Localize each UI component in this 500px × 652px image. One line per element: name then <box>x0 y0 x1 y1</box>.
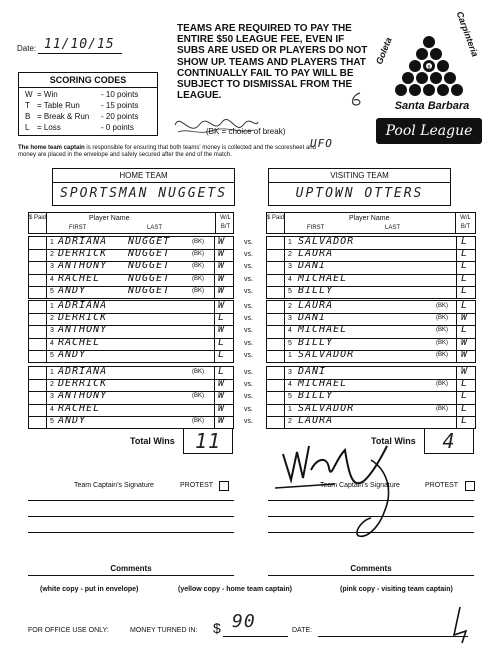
player-number: 4 <box>50 339 54 347</box>
player-first-name: ANTHONY <box>58 260 108 272</box>
break-marker: (BK) <box>436 327 448 334</box>
player-first-name: SALVADOR <box>298 402 355 414</box>
visiting-comments-label: Comments <box>350 564 392 573</box>
player-first-name: ANDY <box>58 414 87 426</box>
player-number: 3 <box>50 263 54 271</box>
wl-divider <box>456 300 457 363</box>
player-first-name: BILLY <box>298 336 334 348</box>
player-number: 1 <box>288 239 292 246</box>
wl-divider <box>456 366 457 429</box>
logo-goleta: Goleta <box>374 36 394 66</box>
bk-note: (BK = choice of break) <box>206 127 286 136</box>
win-loss-result: L <box>461 272 468 284</box>
office-label: FOR OFFICE USE ONLY: <box>28 627 109 634</box>
visiting-comments-line <box>268 575 474 576</box>
player-number: 1 <box>288 351 292 359</box>
visiting-col-first: FIRST <box>307 225 325 231</box>
money-line <box>223 636 288 637</box>
scoring-name: = Break & Run <box>37 112 90 121</box>
player-number: 5 <box>288 339 292 347</box>
player-first-name: MICHAEL <box>298 272 348 284</box>
win-loss-result: L <box>461 260 468 272</box>
scoring-code: T <box>25 101 30 110</box>
vs-label: vs. <box>244 287 253 295</box>
scoring-list <box>19 88 157 134</box>
captain-note-bold: The home team captain <box>18 145 85 151</box>
paid-divider <box>284 236 285 299</box>
home-team-name: SPORTSMAN NUGGETS <box>59 186 228 201</box>
white-copy-label: (white copy - put in envelope) <box>40 586 139 593</box>
home-total-value: 11 <box>194 429 222 453</box>
player-first-name: DERRICK <box>58 312 108 324</box>
player-number: 5 <box>50 351 54 359</box>
win-loss-result: W <box>218 324 225 336</box>
win-loss-result: L <box>461 248 468 260</box>
win-loss-result: W <box>218 284 225 296</box>
visiting-team-label: VISITING TEAM <box>269 169 450 183</box>
player-number: 4 <box>288 381 292 389</box>
vs-label: vs. <box>244 303 253 310</box>
player-first-name: RACHEL <box>58 402 101 414</box>
wl-divider <box>456 236 457 299</box>
win-loss-result: W <box>461 366 468 377</box>
break-marker: (BK) <box>192 251 204 258</box>
money-label: MONEY TURNED IN: <box>130 627 198 634</box>
break-marker: (BK) <box>436 351 448 358</box>
break-marker: (BK) <box>436 339 448 346</box>
win-loss-result: L <box>461 414 468 426</box>
scoring-row <box>25 90 157 101</box>
break-marker: (BK) <box>192 369 204 375</box>
player-first-name: DERRICK <box>58 378 108 390</box>
player-first-name: MICHAEL <box>298 378 348 390</box>
win-loss-result: W <box>218 390 225 402</box>
vs-label: vs. <box>244 417 253 425</box>
break-marker: (BK) <box>192 239 204 245</box>
visiting-team-box <box>268 168 451 206</box>
player-number: 3 <box>288 315 292 323</box>
visiting-protest-checkbox[interactable] <box>465 481 475 491</box>
player-first-name: LAURA <box>298 248 334 260</box>
win-loss-result: W <box>461 336 468 348</box>
vs-label: vs. <box>244 251 253 259</box>
scoring-points: - 20 points <box>101 112 139 121</box>
player-first-name: SALVADOR <box>298 348 355 360</box>
corner-scribble <box>450 605 470 645</box>
player-number: 2 <box>288 417 292 425</box>
paid-divider <box>284 366 285 429</box>
player-first-name: RACHEL <box>58 336 101 348</box>
logo-carpinteria: Carpinteria <box>454 10 481 59</box>
visiting-col-wl: W/L B/T <box>455 213 475 233</box>
vs-label: vs. <box>244 405 253 413</box>
scoring-points: - 10 points <box>101 90 139 99</box>
paid-divider <box>46 300 47 363</box>
player-last-name: NUGGET <box>128 236 171 247</box>
player-number: 1 <box>288 405 292 413</box>
visiting-total-label: Total Wins <box>371 436 416 446</box>
player-number: 5 <box>50 287 54 295</box>
doodle-six <box>348 91 366 107</box>
money-value: 90 <box>232 611 256 632</box>
player-number: 2 <box>50 251 54 259</box>
dollar-sign: $ <box>213 620 221 636</box>
player-number: 2 <box>288 303 292 310</box>
player-number: 3 <box>288 263 292 271</box>
vs-label: vs. <box>244 327 253 335</box>
vs-label: vs. <box>244 263 253 271</box>
break-marker: (BK) <box>192 263 204 270</box>
player-number: 5 <box>288 393 292 401</box>
player-first-name: LAURA <box>298 300 334 311</box>
vs-label: vs. <box>244 381 253 389</box>
visiting-total-value: 4 <box>442 429 456 453</box>
player-number: 4 <box>50 405 54 413</box>
win-loss-result: L <box>218 348 225 360</box>
svg-text:8: 8 <box>427 65 431 71</box>
visiting-signature-lines <box>268 500 474 548</box>
player-last-name: NUGGET <box>128 260 171 272</box>
player-number: 5 <box>288 287 292 295</box>
win-loss-result: W <box>218 272 225 284</box>
player-number: 2 <box>50 315 54 323</box>
logo-santa-barbara: Santa Barbara <box>394 100 470 112</box>
win-loss-result: L <box>461 284 468 296</box>
scoring-row <box>25 112 157 123</box>
player-number: 1 <box>50 369 54 376</box>
player-number: 4 <box>288 275 292 283</box>
yellow-copy-label: (yellow copy - home team captain) <box>178 586 292 593</box>
home-col-paid: $ Paid <box>29 213 47 233</box>
player-first-name: DANI <box>298 260 327 272</box>
player-number: 3 <box>50 327 54 335</box>
scoring-codes-box <box>18 72 158 136</box>
player-number: 1 <box>50 303 54 310</box>
win-loss-result: L <box>461 390 468 402</box>
player-number: 3 <box>50 393 54 401</box>
win-loss-result: L <box>461 378 468 390</box>
break-marker: (BK) <box>436 303 448 309</box>
win-loss-result: W <box>218 414 225 426</box>
player-first-name: SALVADOR <box>298 236 355 247</box>
visiting-col-last: LAST <box>385 225 401 231</box>
vs-label: vs. <box>244 339 253 347</box>
win-loss-result: L <box>461 236 468 247</box>
player-first-name: MICHAEL <box>298 324 348 336</box>
visiting-table-header <box>266 212 476 234</box>
win-loss-result: L <box>218 366 225 377</box>
date-label: Date: <box>17 44 37 53</box>
player-first-name: BILLY <box>298 284 334 296</box>
player-first-name: ANTHONY <box>58 324 108 336</box>
player-last-name: NUGGET <box>128 272 171 284</box>
visiting-sig-label: Team Captain's Signature <box>320 482 400 489</box>
scoring-name: = Table Run <box>37 101 80 110</box>
scoring-code: W <box>25 90 33 99</box>
pink-copy-label: (pink copy - visiting team captain) <box>340 586 453 593</box>
home-col-last: LAST <box>147 225 163 231</box>
win-loss-result: L <box>461 300 468 311</box>
home-signature-lines <box>28 500 234 548</box>
player-last-name: NUGGET <box>128 284 171 296</box>
player-first-name: ADRIANA <box>58 236 108 247</box>
break-marker: (BK) <box>436 381 448 388</box>
win-loss-result: W <box>218 300 225 311</box>
break-marker: (BK) <box>436 405 448 412</box>
scoring-title: SCORING CODES <box>19 73 157 88</box>
win-loss-result: W <box>218 402 225 414</box>
player-first-name: RACHEL <box>58 272 101 284</box>
player-first-name: ANTHONY <box>58 390 108 402</box>
scoring-name: = Win <box>37 90 58 99</box>
scoring-points: - 0 points <box>101 123 134 132</box>
visiting-team-name: UPTOWN OTTERS <box>295 186 424 201</box>
player-number: 3 <box>288 369 292 376</box>
home-total-label: Total Wins <box>130 436 175 446</box>
vs-label: vs. <box>244 393 253 401</box>
home-sig-label: Team Captain's Signature <box>74 482 154 489</box>
visiting-col-player: Player Name <box>349 215 390 222</box>
wl-divider <box>214 366 215 429</box>
logo-pool-league: Pool League <box>376 118 482 144</box>
home-comments-label: Comments <box>110 564 152 573</box>
break-marker: (BK) <box>192 417 204 424</box>
league-logo <box>368 10 490 160</box>
scoring-row <box>25 123 157 134</box>
vs-label: vs. <box>244 369 253 376</box>
break-marker: (BK) <box>192 275 204 282</box>
break-marker: (BK) <box>436 315 448 322</box>
home-col-wl: W/L B/T <box>215 213 235 233</box>
player-number: 2 <box>50 381 54 389</box>
scoring-points: - 15 points <box>101 101 139 110</box>
win-loss-result: W <box>461 312 468 324</box>
wl-divider <box>214 300 215 363</box>
home-col-player: Player Name <box>89 215 130 222</box>
win-loss-result: W <box>218 378 225 390</box>
captain-note <box>18 145 328 159</box>
scoring-name: = Loss <box>37 123 61 132</box>
date-value: 11/10/15 <box>44 37 115 52</box>
player-number: 4 <box>50 275 54 283</box>
captain-note-text: is responsible for ensuring that both teams' money is collected and the scoresheet and money are placed in the envelope and safely secured after the end of the match. <box>18 145 316 158</box>
player-first-name: ADRIANA <box>58 366 108 377</box>
scoring-row <box>25 101 157 112</box>
home-protest-checkbox[interactable] <box>219 481 229 491</box>
paid-divider <box>46 366 47 429</box>
vs-label: vs. <box>244 239 253 246</box>
wl-divider <box>214 236 215 299</box>
player-first-name: ANDY <box>58 284 87 296</box>
player-number: 5 <box>50 417 54 425</box>
win-loss-result: W <box>218 236 225 247</box>
scoring-code: B <box>25 112 31 121</box>
player-first-name: DANI <box>298 366 327 377</box>
ufo-note: UFO <box>310 137 333 150</box>
footer-date-line <box>318 636 468 637</box>
vs-label: vs. <box>244 275 253 283</box>
player-first-name: LAURA <box>298 414 334 426</box>
player-number: 1 <box>50 239 54 246</box>
home-total-box <box>183 428 233 454</box>
visiting-col-paid: $ Paid <box>267 213 285 233</box>
player-number: 2 <box>288 251 292 259</box>
visiting-protest-label: PROTEST <box>425 482 459 489</box>
break-marker: (BK) <box>192 393 204 400</box>
break-marker: (BK) <box>192 287 204 294</box>
fee-notice: TEAMS ARE REQUIRED TO PAY THE ENTIRE $50 LEAGUE FEE, EVEN IF SUBS ARE USED OR PLAYERS DO NOT SHOW UP. TEAMS AND PLAYERS THAT CONTINUALLY FAIL TO PAY WILL BE SUBJECT TO DISMISSAL FROM THE LEAGUE. <box>177 23 368 102</box>
win-loss-result: L <box>461 402 468 414</box>
win-loss-result: L <box>218 336 225 348</box>
home-comments-line <box>28 575 234 576</box>
player-first-name: ADRIANA <box>58 300 108 311</box>
player-first-name: BILLY <box>298 390 334 402</box>
player-number: 4 <box>288 327 292 335</box>
home-col-first: FIRST <box>69 225 87 231</box>
vs-label: vs. <box>244 351 253 359</box>
win-loss-result: W <box>218 248 225 260</box>
player-first-name: DANI <box>298 312 327 324</box>
win-loss-result: W <box>461 348 468 360</box>
home-protest-label: PROTEST <box>180 482 214 489</box>
visiting-total-box <box>424 428 474 454</box>
date-underline <box>38 53 122 54</box>
footer-date-label: DATE: <box>292 627 313 634</box>
win-loss-result: L <box>218 312 225 324</box>
home-team-box <box>52 168 235 206</box>
scoring-code: L <box>25 123 30 132</box>
home-team-label: HOME TEAM <box>53 169 234 183</box>
player-last-name: NUGGET <box>128 248 171 260</box>
player-first-name: ANDY <box>58 348 87 360</box>
vs-label: vs. <box>244 315 253 323</box>
win-loss-result: L <box>461 324 468 336</box>
paid-divider <box>46 236 47 299</box>
paid-divider <box>284 300 285 363</box>
player-first-name: DERRICK <box>58 248 108 260</box>
home-table-header <box>28 212 234 234</box>
win-loss-result: W <box>218 260 225 272</box>
